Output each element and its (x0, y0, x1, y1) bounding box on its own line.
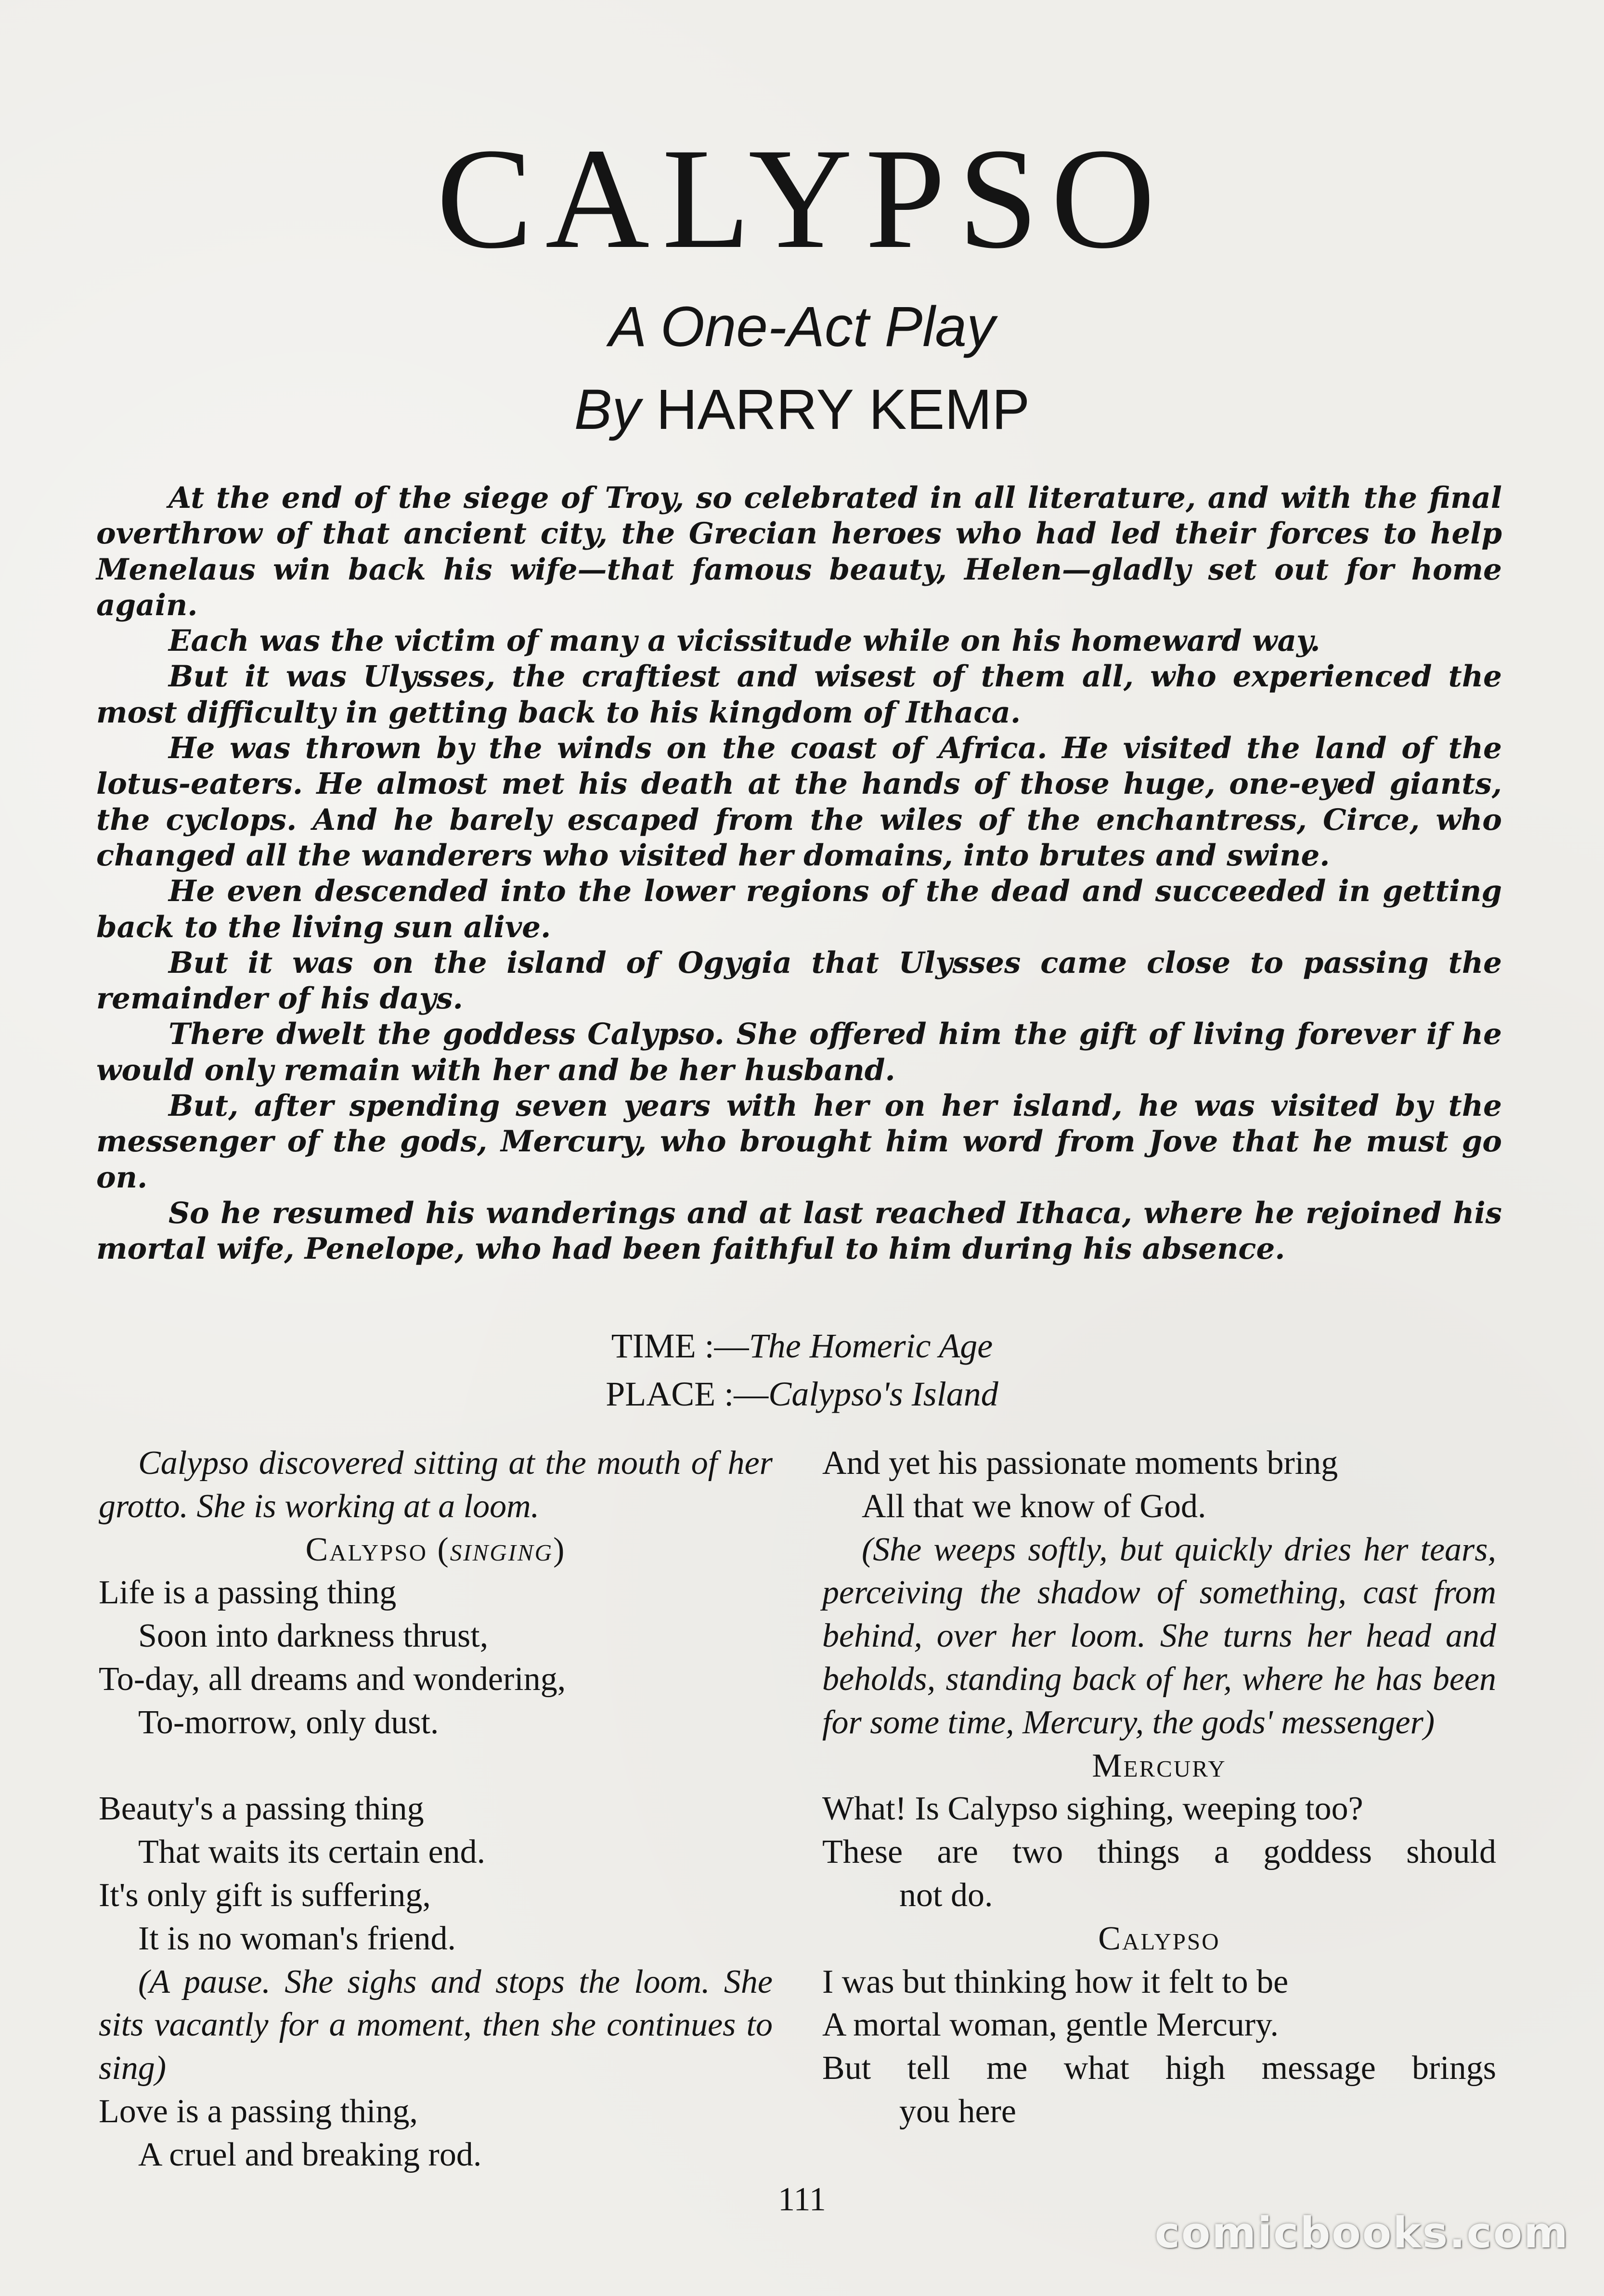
place-label: PLACE :— (606, 1375, 769, 1413)
verse-line: It is no woman's friend. (138, 1920, 456, 1957)
time-label: TIME :— (611, 1327, 749, 1365)
time-value: The Homeric Age (749, 1327, 993, 1365)
intro-paragraph: But, after spending seven years with her on her island, he was visited by the messenger of the gods, Mercury, who brought him word from Jove that he must go on. (96, 1089, 1502, 1195)
verse-line: To-day, all dreams and wondering, (99, 1660, 566, 1698)
verse-line: A cruel and breaking rod. (138, 2136, 482, 2173)
byline (0, 378, 1604, 441)
intro-text (96, 480, 1502, 1267)
dialogue-line: A mortal woman, gentle Mercury. (822, 2006, 1279, 2044)
right-column (822, 1442, 1496, 2133)
left-column (99, 1442, 773, 2177)
verse-line: Love is a passing thing, (99, 2092, 418, 2130)
stage-direction: (She weeps softly, but quickly dries her tears, perceiving the shadow of something, cast from behind, over her loom. She turns her head and beholds, standing back of her, where he has been for some time, Mercury, the gods' messenger) (822, 1531, 1496, 1741)
subtitle: A One-Act Play (608, 295, 996, 359)
dialogue-line: I was but thinking how it felt to be (822, 1963, 1289, 2000)
intro-paragraph: But it was Ulysses, the craftiest and wisest of them all, who experienced the most difficulty in getting back to his kingdom of Ithaca. (96, 659, 1502, 730)
page-title: CALYPSO (436, 118, 1168, 278)
intro-paragraph: He even descended into the lower regions of the dead and succeeded in getting back to the living sun alive. (96, 874, 1502, 944)
verse-line: That waits its certain end. (138, 1833, 486, 1871)
stanza-break (99, 1744, 773, 1788)
speaker-name: Calypso (305, 1531, 427, 1568)
speaker-heading: Calypso (singing) (305, 1531, 566, 1568)
intro-paragraph: There dwelt the goddess Calypso. She offered him the gift of living forever if he would only remain with her and be her husband. (96, 1017, 1502, 1087)
intro-paragraph: So he resumed his wanderings and at last reached Ithaca, where he rejoined his mortal wife, Penelope, who had been faithful to him during his absence. (96, 1196, 1502, 1266)
verse-line: To-morrow, only dust. (138, 1703, 439, 1741)
intro-paragraph: At the end of the siege of Troy, so celebrated in all literature, and with the final overthrow of that ancient city, the Grecian heroes who had led their forces to help Menelaus win back his wife—that famous beauty, Helen—gladly set out for home again. (96, 481, 1502, 622)
verse-line: All that we know of God. (862, 1487, 1206, 1525)
dialogue-line: These are two things a goddess should (822, 1833, 1496, 1871)
byline-author: HARRY KEMP (656, 378, 1030, 441)
dialogue-line: not do. (899, 1876, 993, 1914)
speaker-name: Calypso (1098, 1920, 1220, 1957)
verse-line: Beauty's a passing thing (99, 1790, 424, 1828)
watermark: comicbooks.com (1154, 2208, 1569, 2257)
setting-time (0, 1329, 1604, 1363)
dialogue-line: But tell me what high message brings (822, 2050, 1496, 2087)
stage-direction: (A pause. She sighs and stops the loom. She sits vacantly for a moment, then she continues to sing) (99, 1963, 773, 2087)
intro-paragraph: Each was the victim of many a vicissitude while on his homeward way. (168, 624, 1320, 658)
verse-line: It's only gift is suffering, (99, 1876, 431, 1914)
intro-paragraph: But it was on the island of Ogygia that Ulysses came close to passing the remainder of his days. (96, 945, 1502, 1016)
dialogue-line: What! Is Calypso sighing, weeping too? (822, 1790, 1363, 1828)
verse-line: Soon into darkness thrust, (138, 1617, 489, 1655)
verse-line: And yet his passionate moments bring (822, 1445, 1338, 1482)
setting-place (0, 1377, 1604, 1411)
intro-paragraph: He was thrown by the winds on the coast of Africa. He visited the land of the lotus-eaters. He almost met his death at the hands of those huge, one-eyed giants, the cyclops. And he barely escaped from the wiles of the enchantress, Circe, who changed all the wanderers who visited her domains, into brutes and swine. (96, 731, 1502, 873)
stage-direction: Calypso discovered sitting at the mouth of her grotto. She is working at a loom. (99, 1445, 773, 1525)
byline-by: By (574, 378, 641, 441)
speaker-name: Mercury (1092, 1747, 1227, 1784)
place-value: Calypso's Island (768, 1375, 998, 1413)
dialogue-line: you here (899, 2092, 1016, 2130)
verse-line: Life is a passing thing (99, 1574, 397, 1612)
speaker-direction: singing (450, 1531, 554, 1568)
page-number: 111 (778, 2181, 826, 2218)
